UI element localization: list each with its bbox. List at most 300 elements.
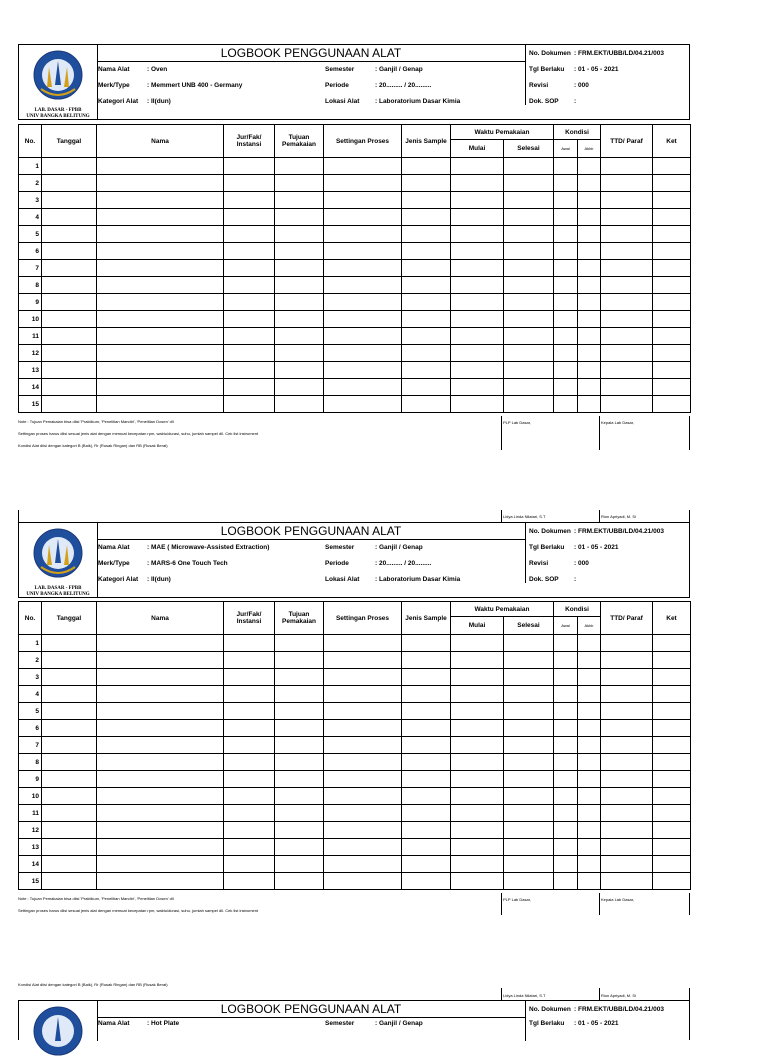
table-cell[interactable] <box>324 788 402 805</box>
table-cell[interactable] <box>224 635 275 652</box>
table-cell[interactable] <box>653 873 691 890</box>
table-cell[interactable] <box>97 839 224 856</box>
table-cell[interactable] <box>42 771 97 788</box>
table-cell[interactable] <box>601 737 653 754</box>
table-cell[interactable] <box>554 703 578 720</box>
table-cell[interactable] <box>554 822 578 839</box>
table-cell[interactable] <box>578 720 601 737</box>
table-cell[interactable] <box>42 396 97 413</box>
table-cell[interactable] <box>42 839 97 856</box>
table-cell[interactable] <box>42 652 97 669</box>
table-cell[interactable] <box>97 754 224 771</box>
table-cell[interactable] <box>451 669 504 686</box>
table-cell[interactable] <box>601 822 653 839</box>
table-cell[interactable] <box>653 260 691 277</box>
table-cell[interactable] <box>224 822 275 839</box>
table-cell[interactable] <box>653 362 691 379</box>
table-cell[interactable] <box>275 396 324 413</box>
table-cell[interactable] <box>402 158 451 175</box>
table-cell[interactable] <box>42 175 97 192</box>
table-cell[interactable] <box>275 720 324 737</box>
table-cell[interactable] <box>275 805 324 822</box>
table-cell[interactable] <box>402 311 451 328</box>
table-cell[interactable] <box>224 396 275 413</box>
table-cell[interactable] <box>402 294 451 311</box>
table-cell[interactable] <box>275 345 324 362</box>
table-cell[interactable] <box>324 635 402 652</box>
table-cell[interactable] <box>42 328 97 345</box>
table-cell[interactable] <box>653 311 691 328</box>
table-cell[interactable] <box>504 345 554 362</box>
table-cell[interactable] <box>601 192 653 209</box>
table-cell[interactable] <box>653 771 691 788</box>
table-cell[interactable] <box>402 754 451 771</box>
table-cell[interactable] <box>324 277 402 294</box>
table-cell[interactable] <box>554 311 578 328</box>
table-cell[interactable] <box>275 209 324 226</box>
table-cell[interactable] <box>275 192 324 209</box>
table-cell[interactable] <box>275 669 324 686</box>
table-cell[interactable] <box>275 175 324 192</box>
table-cell[interactable] <box>451 652 504 669</box>
table-cell[interactable] <box>97 686 224 703</box>
table-cell[interactable] <box>97 669 224 686</box>
table-cell[interactable] <box>275 652 324 669</box>
table-cell[interactable] <box>653 243 691 260</box>
table-cell[interactable] <box>653 635 691 652</box>
table-cell[interactable] <box>402 209 451 226</box>
table-cell[interactable] <box>578 822 601 839</box>
table-cell[interactable] <box>601 243 653 260</box>
table-cell[interactable] <box>42 209 97 226</box>
table-cell[interactable] <box>402 788 451 805</box>
table-cell[interactable] <box>451 839 504 856</box>
table-cell[interactable] <box>451 243 504 260</box>
table-cell[interactable] <box>275 328 324 345</box>
table-cell[interactable] <box>275 822 324 839</box>
table-cell[interactable] <box>275 226 324 243</box>
table-cell[interactable] <box>402 720 451 737</box>
table-cell[interactable] <box>578 345 601 362</box>
table-cell[interactable] <box>504 856 554 873</box>
table-cell[interactable] <box>601 839 653 856</box>
table-cell[interactable] <box>224 771 275 788</box>
table-cell[interactable] <box>601 277 653 294</box>
table-cell[interactable] <box>451 771 504 788</box>
table-cell[interactable] <box>554 652 578 669</box>
table-cell[interactable] <box>504 686 554 703</box>
table-cell[interactable] <box>224 754 275 771</box>
table-cell[interactable] <box>653 209 691 226</box>
table-cell[interactable] <box>224 839 275 856</box>
table-cell[interactable] <box>451 396 504 413</box>
table-cell[interactable] <box>97 362 224 379</box>
table-cell[interactable] <box>601 158 653 175</box>
table-cell[interactable] <box>653 652 691 669</box>
table-cell[interactable] <box>324 754 402 771</box>
table-cell[interactable] <box>42 345 97 362</box>
table-cell[interactable] <box>324 839 402 856</box>
table-cell[interactable] <box>554 294 578 311</box>
table-cell[interactable] <box>451 226 504 243</box>
table-cell[interactable] <box>578 686 601 703</box>
table-cell[interactable] <box>224 192 275 209</box>
table-cell[interactable] <box>324 873 402 890</box>
table-cell[interactable] <box>451 175 504 192</box>
table-cell[interactable] <box>554 362 578 379</box>
table-cell[interactable] <box>224 226 275 243</box>
table-cell[interactable] <box>324 192 402 209</box>
table-cell[interactable] <box>402 686 451 703</box>
table-cell[interactable] <box>224 652 275 669</box>
table-cell[interactable] <box>402 175 451 192</box>
table-cell[interactable] <box>451 788 504 805</box>
table-cell[interactable] <box>42 192 97 209</box>
table-cell[interactable] <box>97 328 224 345</box>
table-cell[interactable] <box>324 362 402 379</box>
table-cell[interactable] <box>601 260 653 277</box>
table-cell[interactable] <box>578 635 601 652</box>
table-cell[interactable] <box>42 226 97 243</box>
table-cell[interactable] <box>451 822 504 839</box>
table-cell[interactable] <box>402 379 451 396</box>
table-cell[interactable] <box>504 720 554 737</box>
table-cell[interactable] <box>578 873 601 890</box>
table-cell[interactable] <box>402 396 451 413</box>
table-cell[interactable] <box>324 260 402 277</box>
table-cell[interactable] <box>97 635 224 652</box>
table-cell[interactable] <box>601 652 653 669</box>
table-cell[interactable] <box>42 260 97 277</box>
table-cell[interactable] <box>554 873 578 890</box>
table-cell[interactable] <box>578 754 601 771</box>
table-cell[interactable] <box>451 737 504 754</box>
table-cell[interactable] <box>224 311 275 328</box>
table-cell[interactable] <box>324 294 402 311</box>
table-cell[interactable] <box>578 243 601 260</box>
table-cell[interactable] <box>653 277 691 294</box>
table-cell[interactable] <box>451 328 504 345</box>
table-cell[interactable] <box>504 226 554 243</box>
table-cell[interactable] <box>554 277 578 294</box>
table-cell[interactable] <box>42 277 97 294</box>
table-cell[interactable] <box>402 277 451 294</box>
table-cell[interactable] <box>653 754 691 771</box>
table-cell[interactable] <box>653 788 691 805</box>
table-cell[interactable] <box>275 243 324 260</box>
table-cell[interactable] <box>224 328 275 345</box>
table-cell[interactable] <box>42 873 97 890</box>
table-cell[interactable] <box>97 771 224 788</box>
table-cell[interactable] <box>224 175 275 192</box>
table-cell[interactable] <box>402 652 451 669</box>
table-cell[interactable] <box>601 209 653 226</box>
table-cell[interactable] <box>224 788 275 805</box>
table-cell[interactable] <box>601 362 653 379</box>
table-cell[interactable] <box>601 703 653 720</box>
table-cell[interactable] <box>554 192 578 209</box>
table-cell[interactable] <box>402 635 451 652</box>
table-cell[interactable] <box>554 175 578 192</box>
table-cell[interactable] <box>601 771 653 788</box>
table-cell[interactable] <box>451 209 504 226</box>
table-cell[interactable] <box>97 158 224 175</box>
table-cell[interactable] <box>402 839 451 856</box>
table-cell[interactable] <box>324 226 402 243</box>
table-cell[interactable] <box>451 873 504 890</box>
table-cell[interactable] <box>451 703 504 720</box>
table-cell[interactable] <box>402 260 451 277</box>
table-cell[interactable] <box>578 158 601 175</box>
table-cell[interactable] <box>504 635 554 652</box>
table-cell[interactable] <box>653 226 691 243</box>
table-cell[interactable] <box>275 737 324 754</box>
table-cell[interactable] <box>97 737 224 754</box>
table-cell[interactable] <box>653 328 691 345</box>
table-cell[interactable] <box>554 226 578 243</box>
table-cell[interactable] <box>578 839 601 856</box>
table-cell[interactable] <box>275 294 324 311</box>
table-cell[interactable] <box>451 805 504 822</box>
table-cell[interactable] <box>97 277 224 294</box>
table-cell[interactable] <box>504 328 554 345</box>
table-cell[interactable] <box>554 856 578 873</box>
table-cell[interactable] <box>324 345 402 362</box>
table-cell[interactable] <box>42 669 97 686</box>
table-cell[interactable] <box>504 873 554 890</box>
table-cell[interactable] <box>578 362 601 379</box>
table-cell[interactable] <box>224 856 275 873</box>
table-cell[interactable] <box>402 362 451 379</box>
table-cell[interactable] <box>324 652 402 669</box>
table-cell[interactable] <box>402 243 451 260</box>
table-cell[interactable] <box>402 822 451 839</box>
table-cell[interactable] <box>275 873 324 890</box>
table-cell[interactable] <box>275 277 324 294</box>
table-cell[interactable] <box>601 379 653 396</box>
table-cell[interactable] <box>224 686 275 703</box>
table-cell[interactable] <box>504 788 554 805</box>
table-cell[interactable] <box>653 822 691 839</box>
table-cell[interactable] <box>42 720 97 737</box>
table-cell[interactable] <box>97 379 224 396</box>
table-cell[interactable] <box>578 192 601 209</box>
table-cell[interactable] <box>224 209 275 226</box>
table-cell[interactable] <box>504 277 554 294</box>
table-cell[interactable] <box>224 873 275 890</box>
table-cell[interactable] <box>451 856 504 873</box>
table-cell[interactable] <box>42 362 97 379</box>
table-cell[interactable] <box>504 703 554 720</box>
table-cell[interactable] <box>554 209 578 226</box>
table-cell[interactable] <box>451 260 504 277</box>
table-cell[interactable] <box>504 805 554 822</box>
table-cell[interactable] <box>224 669 275 686</box>
table-cell[interactable] <box>402 737 451 754</box>
table-cell[interactable] <box>324 686 402 703</box>
table-cell[interactable] <box>451 192 504 209</box>
table-cell[interactable] <box>554 737 578 754</box>
table-cell[interactable] <box>653 669 691 686</box>
table-cell[interactable] <box>653 175 691 192</box>
table-cell[interactable] <box>42 822 97 839</box>
table-cell[interactable] <box>504 158 554 175</box>
table-cell[interactable] <box>275 158 324 175</box>
table-cell[interactable] <box>42 243 97 260</box>
table-cell[interactable] <box>402 771 451 788</box>
table-cell[interactable] <box>224 243 275 260</box>
table-cell[interactable] <box>653 294 691 311</box>
table-cell[interactable] <box>578 856 601 873</box>
table-cell[interactable] <box>97 209 224 226</box>
table-cell[interactable] <box>504 209 554 226</box>
table-cell[interactable] <box>601 345 653 362</box>
table-cell[interactable] <box>504 192 554 209</box>
table-cell[interactable] <box>504 362 554 379</box>
table-cell[interactable] <box>97 226 224 243</box>
table-cell[interactable] <box>324 737 402 754</box>
table-cell[interactable] <box>275 635 324 652</box>
table-cell[interactable] <box>402 703 451 720</box>
table-cell[interactable] <box>601 226 653 243</box>
table-cell[interactable] <box>451 158 504 175</box>
table-cell[interactable] <box>578 175 601 192</box>
table-cell[interactable] <box>554 260 578 277</box>
table-cell[interactable] <box>42 856 97 873</box>
table-cell[interactable] <box>601 669 653 686</box>
table-cell[interactable] <box>224 294 275 311</box>
table-cell[interactable] <box>451 686 504 703</box>
table-cell[interactable] <box>97 703 224 720</box>
table-cell[interactable] <box>451 345 504 362</box>
table-cell[interactable] <box>554 720 578 737</box>
table-cell[interactable] <box>42 311 97 328</box>
table-cell[interactable] <box>324 311 402 328</box>
table-cell[interactable] <box>324 856 402 873</box>
table-cell[interactable] <box>324 771 402 788</box>
table-cell[interactable] <box>504 737 554 754</box>
table-cell[interactable] <box>97 260 224 277</box>
table-cell[interactable] <box>653 856 691 873</box>
table-cell[interactable] <box>578 805 601 822</box>
table-cell[interactable] <box>601 720 653 737</box>
table-cell[interactable] <box>451 720 504 737</box>
table-cell[interactable] <box>402 226 451 243</box>
table-cell[interactable] <box>224 362 275 379</box>
table-cell[interactable] <box>275 788 324 805</box>
table-cell[interactable] <box>653 192 691 209</box>
table-cell[interactable] <box>224 703 275 720</box>
table-cell[interactable] <box>97 175 224 192</box>
table-cell[interactable] <box>504 652 554 669</box>
table-cell[interactable] <box>324 379 402 396</box>
table-cell[interactable] <box>554 328 578 345</box>
table-cell[interactable] <box>578 652 601 669</box>
table-cell[interactable] <box>42 737 97 754</box>
table-cell[interactable] <box>97 345 224 362</box>
table-cell[interactable] <box>451 754 504 771</box>
table-cell[interactable] <box>42 635 97 652</box>
table-cell[interactable] <box>275 856 324 873</box>
table-cell[interactable] <box>324 669 402 686</box>
table-cell[interactable] <box>578 328 601 345</box>
table-cell[interactable] <box>653 737 691 754</box>
table-cell[interactable] <box>324 703 402 720</box>
table-cell[interactable] <box>554 788 578 805</box>
table-cell[interactable] <box>504 379 554 396</box>
table-cell[interactable] <box>402 345 451 362</box>
table-cell[interactable] <box>451 277 504 294</box>
table-cell[interactable] <box>601 396 653 413</box>
table-cell[interactable] <box>275 362 324 379</box>
table-cell[interactable] <box>324 328 402 345</box>
table-cell[interactable] <box>653 345 691 362</box>
table-cell[interactable] <box>653 158 691 175</box>
table-cell[interactable] <box>578 226 601 243</box>
table-cell[interactable] <box>554 243 578 260</box>
table-cell[interactable] <box>402 192 451 209</box>
table-cell[interactable] <box>97 652 224 669</box>
table-cell[interactable] <box>97 788 224 805</box>
table-cell[interactable] <box>451 635 504 652</box>
table-cell[interactable] <box>578 311 601 328</box>
table-cell[interactable] <box>601 175 653 192</box>
table-cell[interactable] <box>324 175 402 192</box>
table-cell[interactable] <box>324 158 402 175</box>
table-cell[interactable] <box>97 720 224 737</box>
table-cell[interactable] <box>578 703 601 720</box>
table-cell[interactable] <box>42 158 97 175</box>
table-cell[interactable] <box>97 192 224 209</box>
table-cell[interactable] <box>554 158 578 175</box>
table-cell[interactable] <box>601 311 653 328</box>
table-cell[interactable] <box>42 788 97 805</box>
table-cell[interactable] <box>275 686 324 703</box>
table-cell[interactable] <box>97 805 224 822</box>
table-cell[interactable] <box>224 720 275 737</box>
table-cell[interactable] <box>42 703 97 720</box>
table-cell[interactable] <box>224 379 275 396</box>
table-cell[interactable] <box>601 754 653 771</box>
table-cell[interactable] <box>324 822 402 839</box>
table-cell[interactable] <box>554 771 578 788</box>
table-cell[interactable] <box>402 669 451 686</box>
table-cell[interactable] <box>504 243 554 260</box>
table-cell[interactable] <box>275 260 324 277</box>
table-cell[interactable] <box>42 754 97 771</box>
table-cell[interactable] <box>42 379 97 396</box>
table-cell[interactable] <box>324 209 402 226</box>
table-cell[interactable] <box>504 822 554 839</box>
table-cell[interactable] <box>451 362 504 379</box>
table-cell[interactable] <box>554 839 578 856</box>
table-cell[interactable] <box>601 294 653 311</box>
table-cell[interactable] <box>504 260 554 277</box>
table-cell[interactable] <box>451 311 504 328</box>
table-cell[interactable] <box>554 379 578 396</box>
table-cell[interactable] <box>324 720 402 737</box>
table-cell[interactable] <box>601 788 653 805</box>
table-cell[interactable] <box>275 379 324 396</box>
table-cell[interactable] <box>578 788 601 805</box>
table-cell[interactable] <box>554 805 578 822</box>
table-cell[interactable] <box>451 379 504 396</box>
table-cell[interactable] <box>402 873 451 890</box>
table-cell[interactable] <box>601 805 653 822</box>
table-cell[interactable] <box>578 737 601 754</box>
table-cell[interactable] <box>275 771 324 788</box>
table-cell[interactable] <box>402 328 451 345</box>
